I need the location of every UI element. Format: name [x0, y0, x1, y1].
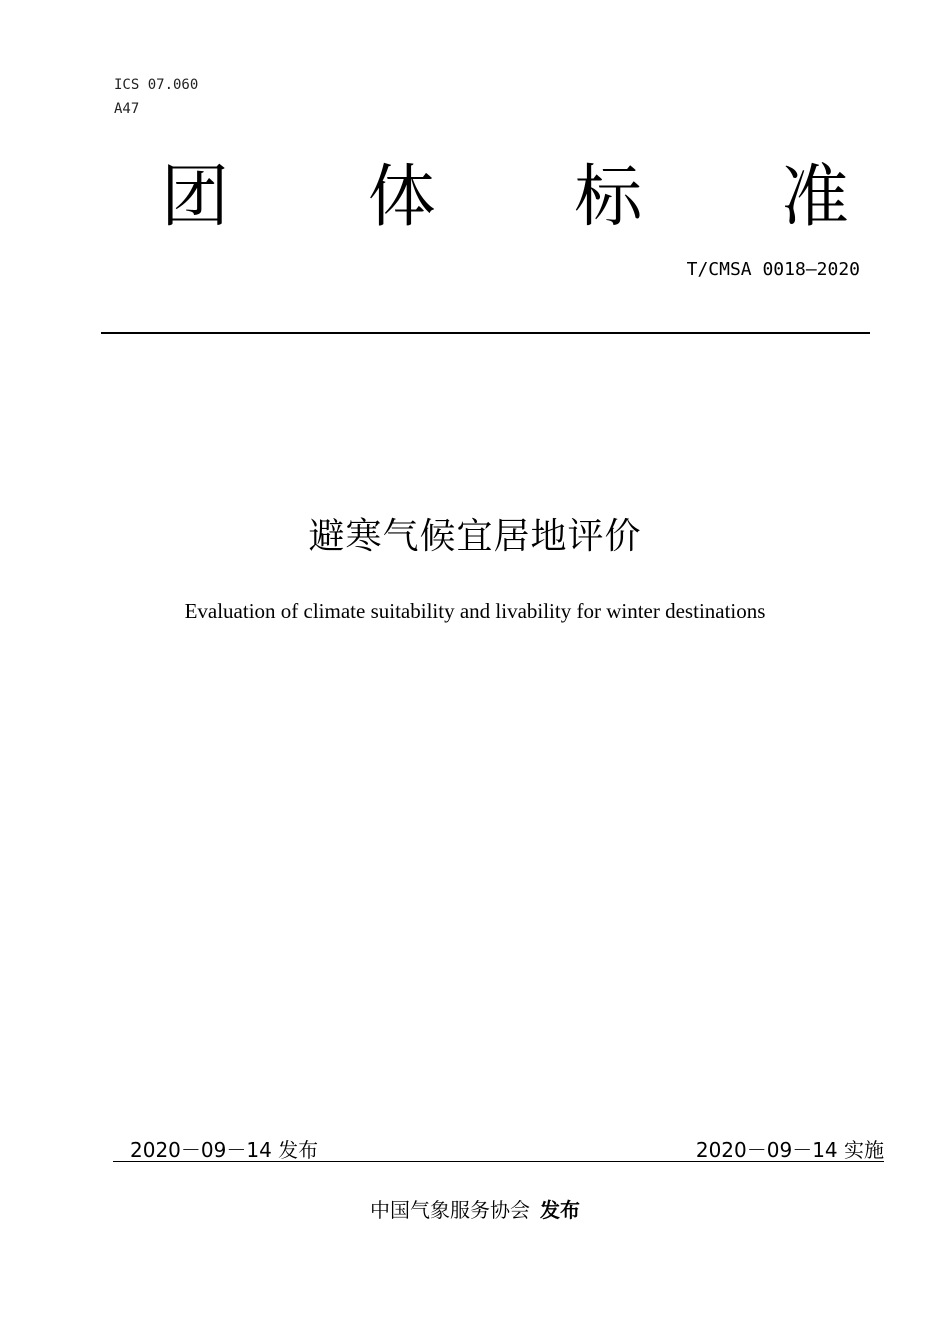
ccs-code: A47 [114, 101, 140, 117]
document-title-cn: 避寒气候宜居地评价 [308, 516, 642, 557]
standard-type-char: 团 [160, 158, 229, 237]
publish-date: 2020－09－14 发布 [130, 1138, 319, 1162]
document-title-en: Evaluation of climate suitability and livability for winter destinations [184, 599, 766, 623]
publisher-org: 中国气象服务协会 [370, 1198, 530, 1222]
bottom-divider [113, 1161, 884, 1162]
publisher-action: 发布 [540, 1198, 580, 1222]
publisher-line [0, 1196, 950, 1224]
ics-code: ICS 07.060 [114, 77, 199, 93]
top-divider [101, 332, 870, 334]
standard-type-heading [150, 158, 860, 238]
standard-type-char: 体 [367, 158, 436, 237]
standard-type-char: 标 [574, 158, 643, 237]
standard-type-char: 准 [780, 158, 849, 237]
implement-date: 2020－09－14 实施 [695, 1138, 884, 1162]
standard-number: T/CMSA 0018—2020 [686, 259, 860, 280]
